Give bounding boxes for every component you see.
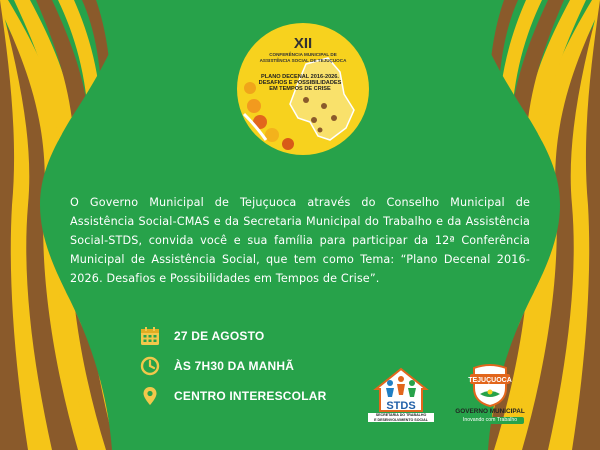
stds-name: STDS — [386, 400, 416, 412]
gov-title: GOVERNO MUNICIPAL — [455, 408, 525, 415]
governo-municipal-logo — [448, 362, 532, 428]
date-row — [140, 325, 264, 347]
map-pin-icon — [140, 386, 160, 406]
event-place: CENTRO INTERESCOLAR — [174, 389, 327, 403]
stds-caption-line1: SECRETARIA DO TRABALHO — [375, 413, 427, 417]
city-name: TEJUÇUOCA — [468, 377, 512, 384]
invitation-text: O Governo Municipal de Tejuçuoca através do Conselho Municipal de Assistência Social-CMAS e da Secretaria Municipal do Trabalho e da Assistência Social-STDS, convida você e sua família para participar da 12ª Conferência Municipal de Assistência Social, que tem como Tema: “Plano Decenal 2016-2026. Desafios e Possibilidades em Tempos de Crise”. — [70, 196, 530, 285]
conference-emblem — [236, 22, 370, 156]
emblem-conference-line2: ASSISTÊNCIA SOCIAL DE TEJUÇUOCA — [259, 58, 347, 63]
clock-icon — [140, 356, 160, 376]
emblem-numeral: XII — [293, 35, 313, 52]
event-date: 27 DE AGOSTO — [174, 329, 265, 343]
calendar-icon — [140, 326, 160, 346]
time-row — [140, 355, 294, 377]
emblem-theme-line2: DESAFIOS E POSSIBILIDADES — [258, 80, 342, 86]
emblem-theme-line1: PLANO DECENAL 2016-2026. — [261, 74, 339, 80]
place-row — [140, 385, 326, 407]
emblem-conference-line1: CONFERÊNCIA MUNICIPAL DE — [269, 52, 337, 57]
stds-logo — [372, 365, 430, 427]
emblem-theme-line3: EM TEMPOS DE CRISE — [269, 86, 331, 92]
stds-caption-line2: E DESENVOLVIMENTO SOCIAL — [374, 417, 428, 422]
event-time: ÀS 7H30 DA MANHÃ — [174, 359, 295, 373]
gov-slogan: Inovando com Trabalho — [456, 417, 524, 424]
